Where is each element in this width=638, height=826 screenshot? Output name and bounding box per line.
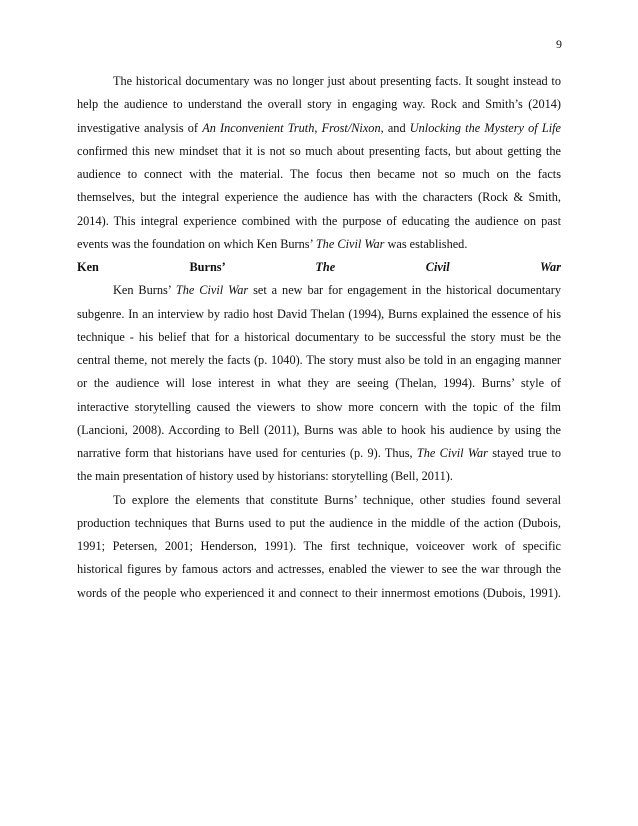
text-line: the main presentation of history used by historians: storytelling (Bell, 2011). xyxy=(77,469,453,484)
text-run: , xyxy=(314,120,322,135)
text-line: technique - his belief that for a historical documentary to be successful the story must be the xyxy=(77,329,561,344)
text-line: To explore the elements that constitute Burns’ technique, other studies found several xyxy=(113,492,561,507)
text-line: or the audience will lose interest in what they are seeing (Thelan, 1994). Burns’ style of xyxy=(77,376,561,391)
text-line xyxy=(77,117,561,140)
text-line: production techniques that Burns used to put the audience in the middle of the action (Dubois, xyxy=(77,515,561,530)
paragraph-1 xyxy=(77,70,561,256)
heading-film-title: The Civil War xyxy=(315,260,561,274)
film-title: Frost/Nixon xyxy=(321,120,381,135)
text-line xyxy=(77,233,561,256)
text-run: events was the foundation on which Ken Burns’ xyxy=(77,236,316,251)
text-line: central theme, not merely the facts (p. 1040). The story must also be told in an engaging manner xyxy=(77,353,561,367)
text-line: 2014). This integral experience combined with the purpose of educating the audience on past xyxy=(77,213,561,228)
paragraph-3 xyxy=(77,489,561,605)
text-run: set a new bar for engagement in the historical documentary xyxy=(248,283,561,298)
text-line xyxy=(77,279,561,302)
text-line: 1991; Petersen, 2001; Henderson, 1991). The first technique, voiceover work of specific xyxy=(77,539,561,553)
film-title: The Civil War xyxy=(315,236,385,251)
text-line: audience to connect with the material. The focus then became not so much on the facts xyxy=(77,167,561,181)
text-run: was established. xyxy=(384,236,468,251)
text-line xyxy=(77,442,561,465)
paragraph-2 xyxy=(77,279,561,488)
text-run: , and xyxy=(380,120,410,135)
text-line: interactive storytelling caused the viewers to show more concern with the topic of the film xyxy=(77,399,561,414)
section-heading xyxy=(77,256,561,279)
text-run: Ken Burns’ xyxy=(113,283,176,298)
text-line: confirmed this new mindset that it is not so much about presenting facts, but about getting the xyxy=(77,143,561,158)
text-run: investigative analysis of xyxy=(77,120,203,135)
text-line: subgenre. In an interview by radio host David Thelan (1994), Burns explained the essence of his xyxy=(77,306,561,321)
text-run: stayed true to xyxy=(487,446,561,460)
page-number: 9 xyxy=(556,37,562,51)
document-body xyxy=(77,70,561,605)
text-line: historical figures by famous actors and actresses, enabled the viewer to see the war through the xyxy=(77,562,561,577)
heading-text: Ken Burns’ xyxy=(77,260,316,274)
text-line: The historical documentary was no longer just about presenting facts. It sought instead to xyxy=(113,74,561,88)
film-title: Unlocking the Mystery of Life xyxy=(409,120,561,135)
text-line: words of the people who experienced it and connect to their innermost emotions (Dubois, 1991). xyxy=(77,585,561,600)
text-line: themselves, but the integral experience the audience has with the characters (Rock & Smith, xyxy=(77,190,561,205)
film-title: The Civil War xyxy=(416,446,488,460)
film-title: The Civil War xyxy=(175,283,249,298)
text-line: help the audience to understand the overall story in engaging way. Rock and Smith’s (2014) xyxy=(77,97,561,112)
film-title: An Inconvenient Truth xyxy=(202,120,315,135)
text-run: narrative form that historians have used for centuries (p. 9). Thus, xyxy=(77,446,417,460)
text-line: (Lancioni, 2008). According to Bell (2011), Burns was able to hook his audience by using the xyxy=(77,422,561,437)
